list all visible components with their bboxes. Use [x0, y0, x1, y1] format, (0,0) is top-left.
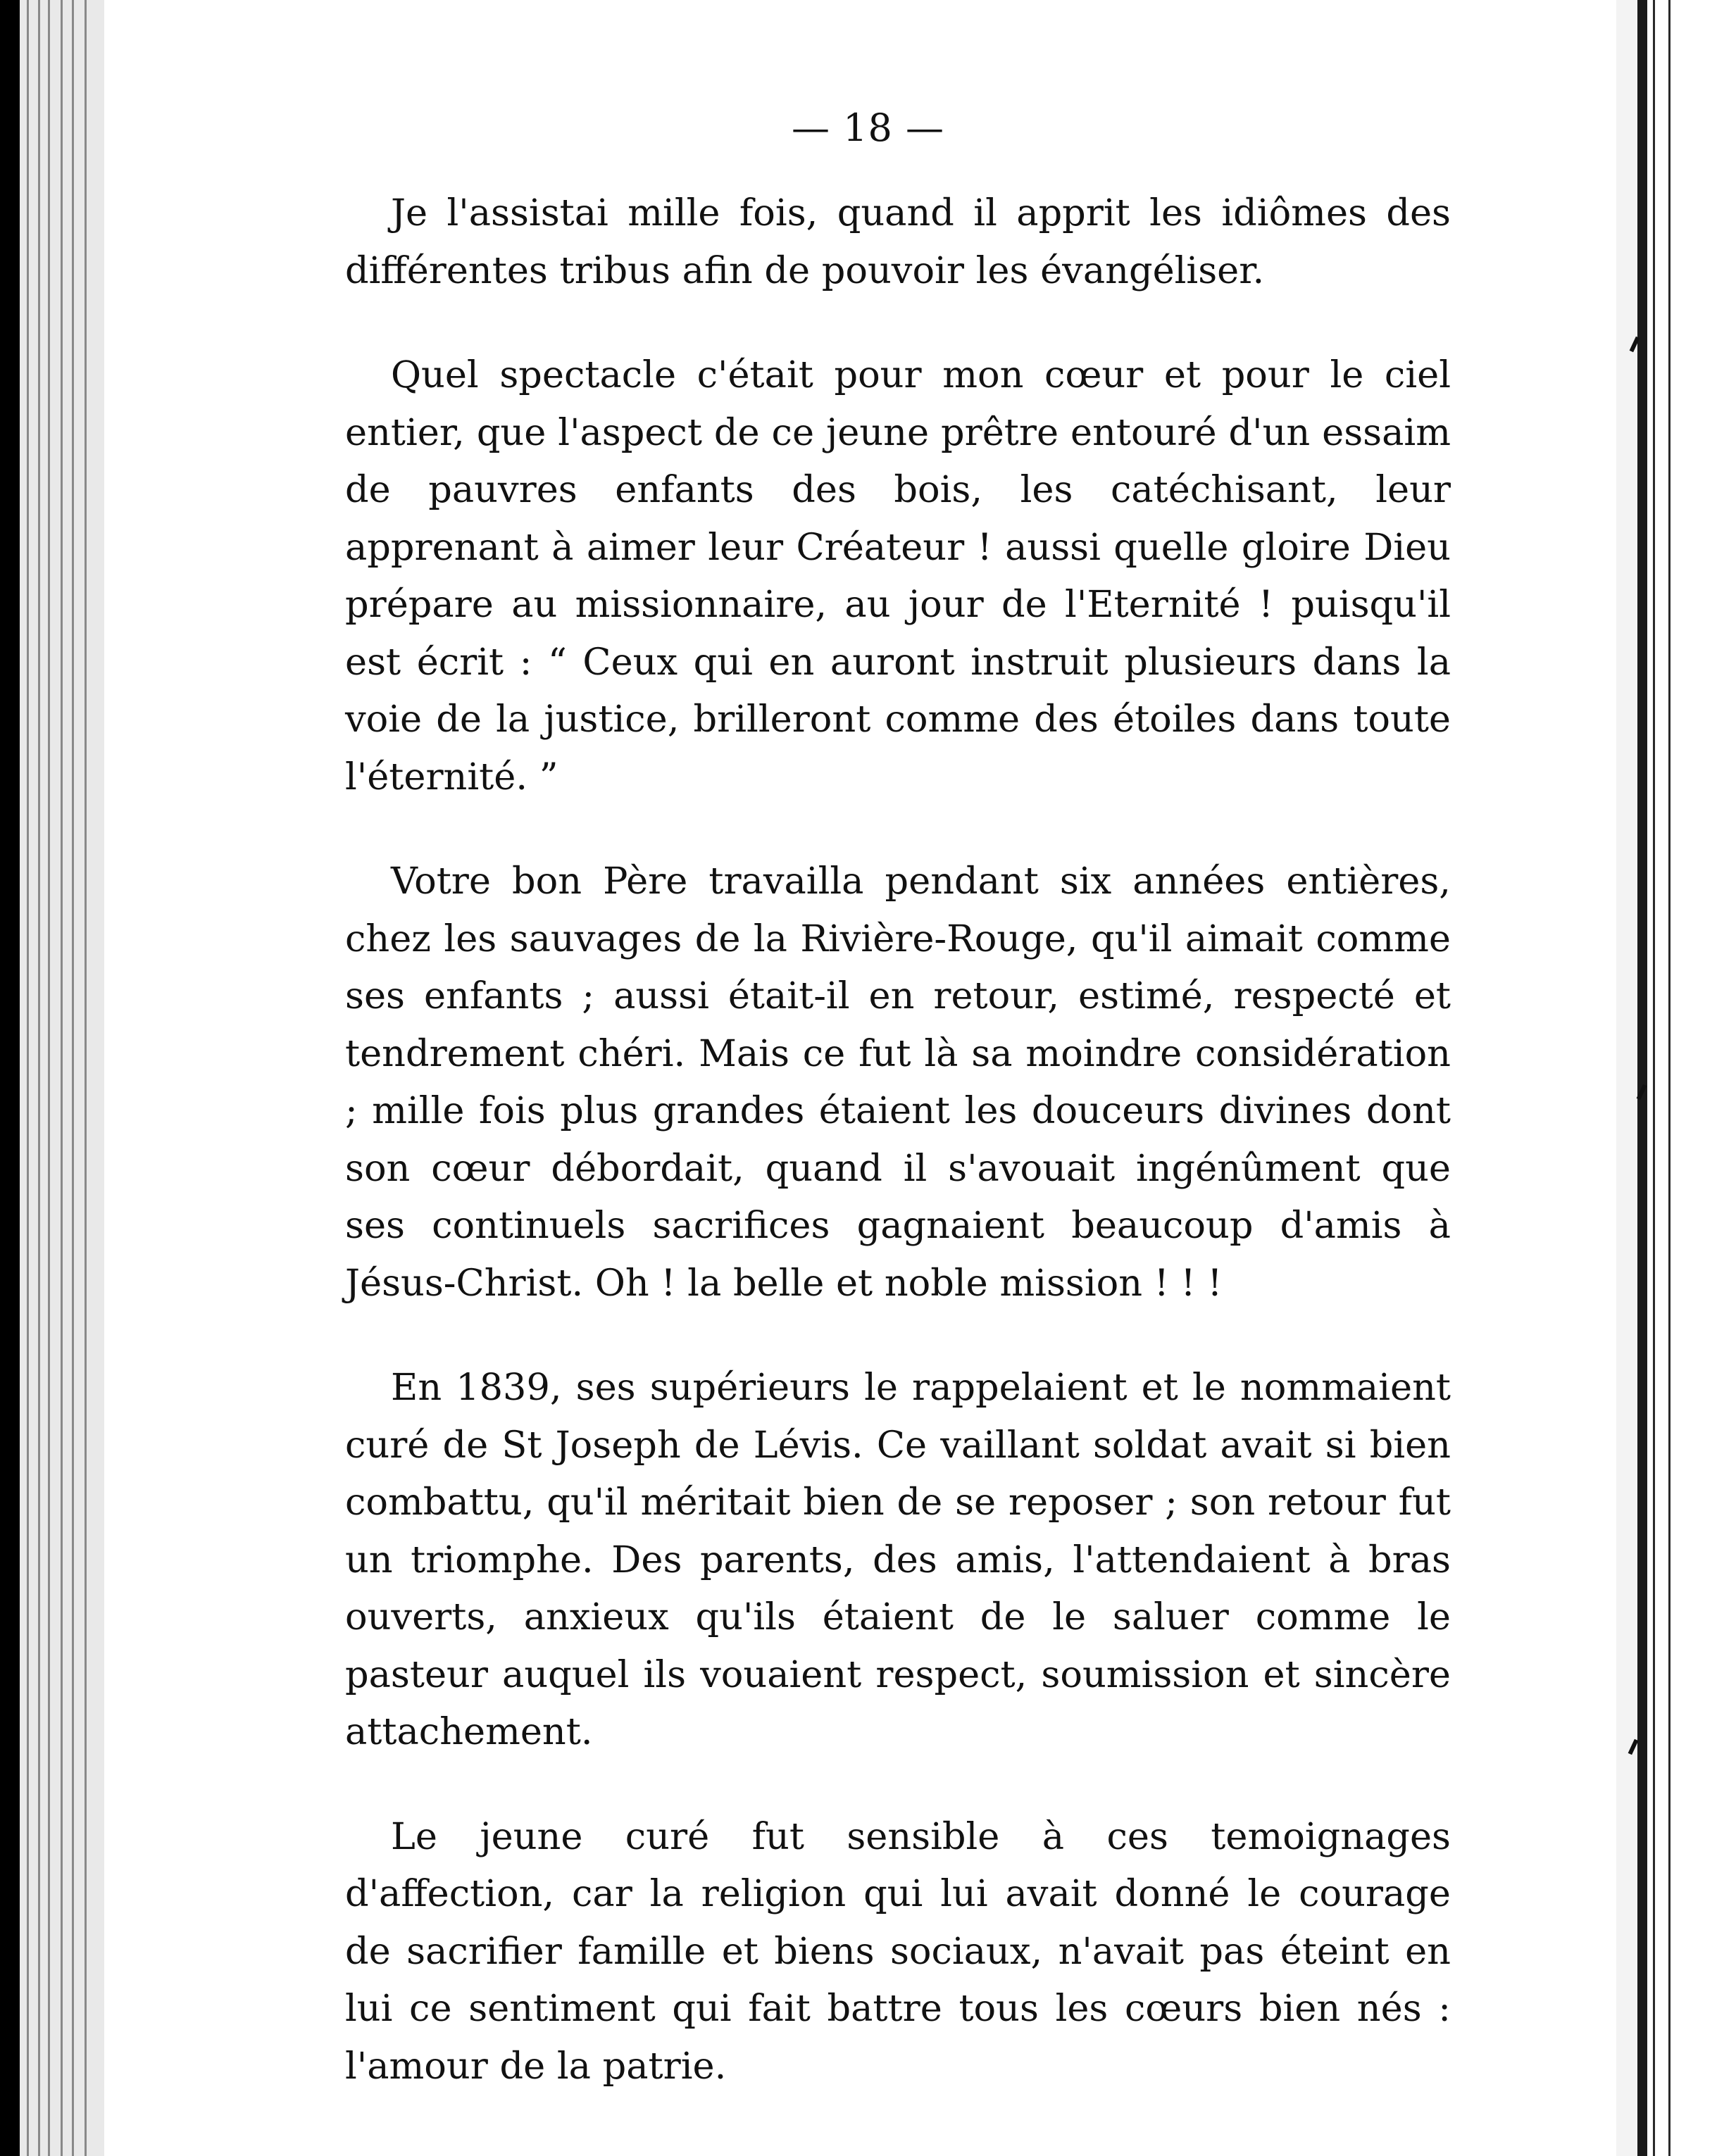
page-edge-line [27, 0, 29, 2156]
page-number: — 18 — [791, 106, 945, 150]
book-spine-shadow [1637, 0, 1647, 2156]
page-edge-line [72, 0, 74, 2156]
binding-line [1653, 0, 1655, 2156]
body-text [345, 184, 1451, 2142]
page-edge-line [38, 0, 40, 2156]
page-edge-line [85, 0, 87, 2156]
page-edge-line [48, 0, 50, 2156]
paragraph: Je l'assistai mille fois, quand il apprit les idiômes des différentes tribus afin de pouvoir les évangéliser. [345, 192, 1451, 292]
page-edge-line [61, 0, 63, 2156]
binding-edge [1647, 0, 1736, 2156]
paragraph: En 1839, ses supérieurs le rappelaient et le nommaient curé de St Joseph de Lévis. Ce vaillant soldat avait si bien combattu, qu'il méritait bien de se reposer ; son retour fut un triomphe. Des parents, des amis, l'attendaient à bras ouverts, anxieux qu'ils étaient de le saluer comme le pasteur auquel ils vouaient respect, soumission et sincère attachement. [345, 1366, 1451, 1753]
paragraph: Quel spectacle c'était pour mon cœur et pour le ciel entier, que l'aspect de ce jeune prêtre entouré d'un essaim de pauvres enfants des bois, les catéchisant, leur apprenant à aimer leur Créateur ! aussi quelle gloire Dieu prépare au missionnaire, au jour de l'Eternité ! puisqu'il est écrit : “ Ceux qui en auront instruit plusieurs dans la voie de la justice, brilleront comme des étoiles dans toute l'éternité. ” [345, 353, 1451, 798]
scan-border-left [0, 0, 20, 2156]
paragraph: Votre bon Père travailla pendant six années entières, chez les sauvages de la Rivière-Rouge, qu'il aimait comme ses enfants ; aussi était-il en retour, estimé, respecté et tendrement chéri. Mais ce fut là sa moindre considération ; mille fois plus grandes étaient les douceurs divines dont son cœur débordait, quand il s'avouait ingénûment que ses continuels sacrifices gagnaient beaucoup d'amis à Jésus-Christ. Oh ! la belle et noble mission ! ! ! [345, 860, 1451, 1305]
page-right-margin [1616, 0, 1637, 2156]
stacked-page-edges [20, 0, 104, 2156]
binding-line [1668, 0, 1671, 2156]
paragraph: Le jeune curé fut sensible à ces temoignages d'affection, car la religion qui lui avait donné le courage de sacrifier famille et biens sociaux, n'avait pas éteint en lui ce sentiment qui fait battre tous les cœurs bien nés : l'amour de la patrie. [345, 1815, 1451, 2088]
